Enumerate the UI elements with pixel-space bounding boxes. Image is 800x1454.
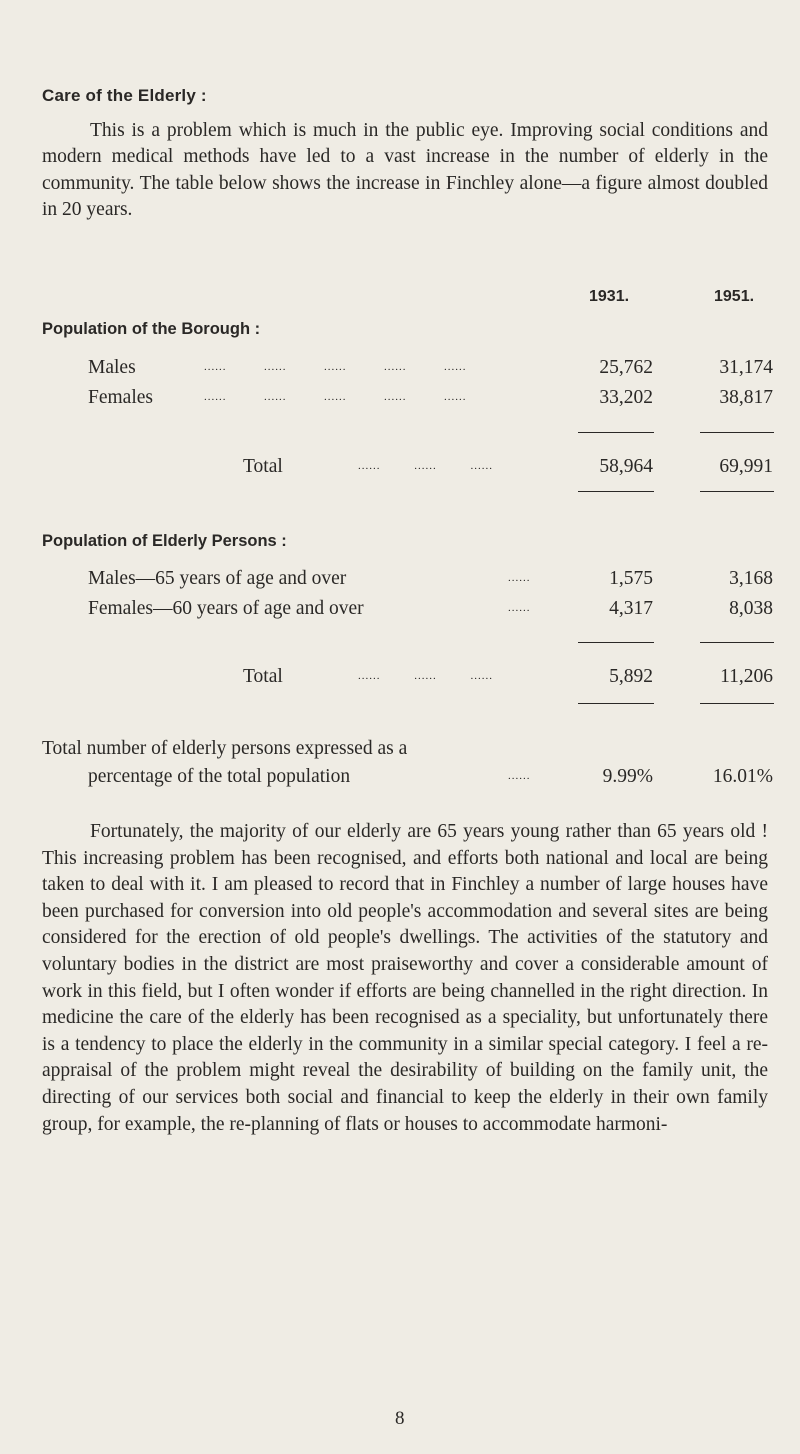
percentage-label-line1: Total number of elderly persons expressed as a xyxy=(42,738,408,759)
value-1931: 4,317 xyxy=(609,598,653,619)
percentage-1931: 9.99% xyxy=(602,766,653,787)
value-1951: 8,038 xyxy=(729,598,773,619)
total-1951: 69,991 xyxy=(719,456,773,477)
table-row-total xyxy=(0,666,800,692)
year-header-1931: 1931. xyxy=(589,288,630,305)
total-rule xyxy=(578,703,654,705)
table-row-total xyxy=(0,456,800,482)
table-row xyxy=(0,598,800,624)
row-label: Males—65 years of age and over xyxy=(88,568,347,589)
year-header-1951: 1951. xyxy=(714,288,755,305)
total-1931: 58,964 xyxy=(599,456,653,477)
leader-dots: ...... ...... ...... ...... ...... xyxy=(204,391,467,403)
section-heading: Care of the Elderly : xyxy=(42,86,207,105)
value-1951: 31,174 xyxy=(719,357,773,378)
table-row xyxy=(0,357,800,383)
total-rule xyxy=(700,703,774,705)
table-row xyxy=(0,387,800,413)
value-1951: 38,817 xyxy=(719,387,773,408)
total-1931: 5,892 xyxy=(609,666,653,687)
leader-dots: ...... xyxy=(508,770,531,782)
row-label: Females xyxy=(88,387,153,408)
total-rule xyxy=(700,491,774,493)
leader-dots: ...... xyxy=(508,602,531,614)
subtotal-rule xyxy=(700,432,774,434)
page-number: 8 xyxy=(395,1408,405,1429)
borough-section-title: Population of the Borough : xyxy=(42,320,261,338)
subtotal-rule xyxy=(578,642,654,644)
elderly-section-title: Population of Elderly Persons : xyxy=(42,532,287,550)
subtotal-rule xyxy=(578,432,654,434)
value-1951: 3,168 xyxy=(729,568,773,589)
total-label: Total xyxy=(243,666,283,687)
percentage-1951: 16.01% xyxy=(712,766,773,787)
total-rule xyxy=(578,491,654,493)
value-1931: 33,202 xyxy=(599,387,653,408)
leader-dots: ...... ...... ...... xyxy=(358,670,493,682)
percentage-row xyxy=(0,766,800,792)
intro-paragraph: This is a problem which is much in the public eye. Improving social conditions and modern medical methods have led to a vast increase in the number of elderly in the community. The table below shows the increase in Finchley alone—a figure almost doubled in 20 years. xyxy=(42,120,768,220)
subtotal-rule xyxy=(700,642,774,644)
closing-paragraph: Fortunately, the majority of our elderly are 65 years young rather than 65 years old ! This increasing problem has been recognised, and efforts both national and local are being taken to deal with it. I am pleased to record that in Finchley a number of large houses have been purchased for conversion into old people's accommodation and several sites are being considered for the erection of old people's dwellings. The activities of the statutory and voluntary bodies in the district are most praiseworthy and cover a considerable amount of work in this field, but I often wonder if efforts are being channelled in the right direction. In medicine the care of the elderly has been recognised as a speciality, but unfortunately there is a tendency to place the elderly in the community in a similar special category. I feel a re-appraisal of the problem might reveal the desirability of building on the family unit, the directing of our services both social and financial to keep the elderly in their own family group, for example, the re-planning of flats or houses to accommodate harmoni- xyxy=(42,821,768,1135)
percentage-row-line1 xyxy=(0,738,800,764)
row-label: Males xyxy=(88,357,136,378)
leader-dots: ...... ...... ...... ...... ...... xyxy=(204,361,467,373)
value-1931: 1,575 xyxy=(609,568,653,589)
table-row xyxy=(0,568,800,594)
row-label: Females—60 years of age and over xyxy=(88,598,364,619)
percentage-label-line2: percentage of the total population xyxy=(88,766,351,787)
value-1931: 25,762 xyxy=(599,357,653,378)
total-1951: 11,206 xyxy=(720,666,773,687)
leader-dots: ...... xyxy=(508,572,531,584)
leader-dots: ...... ...... ...... xyxy=(358,460,493,472)
total-label: Total xyxy=(243,456,283,477)
